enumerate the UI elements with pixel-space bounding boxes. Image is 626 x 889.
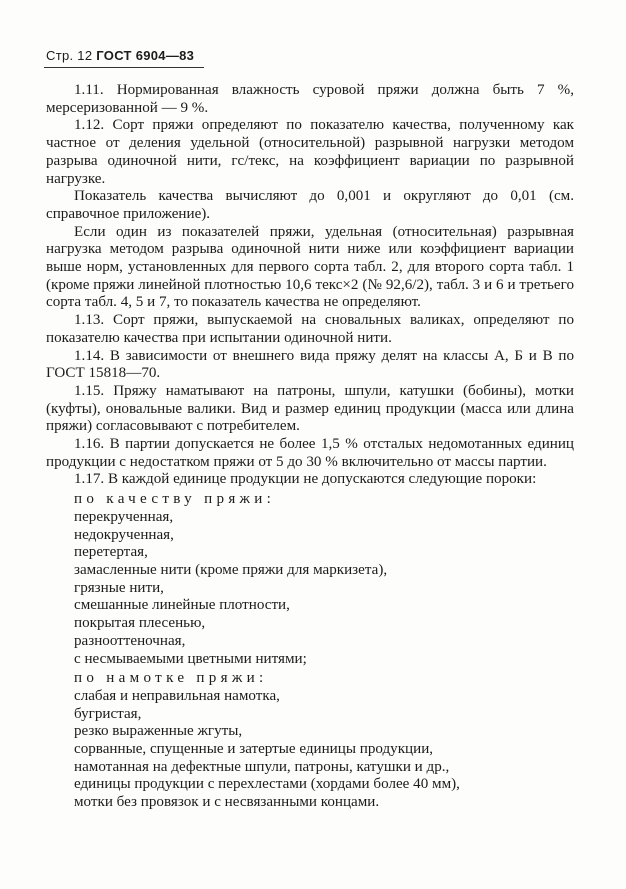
quality-defects-heading: по качеству пряжи: [74,491,276,508]
list-item: резко выраженные жгуты, [74,723,243,740]
list-item: недокрученная, [74,526,174,543]
list-item: сорванные, спущенные и затертые единицы продукции, [74,741,434,758]
list-item: перетертая, [74,544,148,561]
winding-defects-heading: по намотке пряжи: [74,670,268,687]
list-item: единицы продукции с перехлестами (хордами более 40 мм), [74,776,460,793]
quality-index-exception: Если один из показателей пряжи, удельная (относительная) разрывная нагрузка методом разрыва одиночной нити ниже или коэффициент вариации выше норм, установленных для первого сорта табл. 2, для второго сорта табл. 1 (кроме пряжи линейной плотностью 10,6 текс×2 (№ 92,6/2), табл. 3 и 6 и третьего сорта табл. 4, 5 и 7, то показатель качества не определяют. [46,223,574,311]
header-rule [44,67,204,68]
winding-defects-list [46,688,574,812]
list-item: слабая и неправильная намотка, [74,687,280,704]
list-item: разнооттеночная, [74,632,186,649]
list-item: бугристая, [74,705,142,722]
body-text [46,82,574,812]
clause-1-12: 1.12. Сорт пряжи определяют по показателю качества, полученному как частное от деления удельной (относительной) разрывной нагрузки методом разрыва одиночной нити, гс/текс, на коэффициент вариации по разрывной нагрузке. [46,117,574,187]
clause-1-11: 1.11. Нормированная влажность суровой пряжи должна быть 7 %, мерсеризованной — 9 %. [46,82,574,116]
clause-1-14: 1.14. В зависимости от внешнего вида пряжу делят на классы А, Б и В по ГОСТ 15818—70. [46,347,574,382]
list-item: замасленные нити (кроме пряжи для маркизета), [74,561,388,578]
list-item: мотки без провязок и с несвязанными концами. [74,794,380,811]
list-item: перекрученная, [74,508,174,525]
page-number-label: Стр. 12 [46,48,93,63]
page-header [46,48,194,63]
clause-1-13: 1.13. Сорт пряжи, выпускаемой на сновальных валиках, определяют по показателю качества при испытании одиночной нити. [46,312,574,346]
list-item: грязные нити, [74,579,164,596]
clause-1-16: 1.16. В партии допускается не более 1,5 % отсталых недомотанных единиц продукции с недостатком пряжи от 5 до 30 % включительно от массы партии. [46,436,574,470]
quality-defects-list [46,509,574,668]
quality-index-calculation: Показатель качества вычисляют до 0,001 и округляют до 0,01 (см. справочное приложение). [46,188,574,222]
list-item: покрытая плесенью, [74,615,206,632]
list-item: смешанные линейные плотности, [74,597,290,614]
standard-number: ГОСТ 6904—83 [96,48,195,63]
list-item: намотанная на дефектные шпули, патроны, катушки и др., [74,758,450,775]
clause-1-15: 1.15. Пряжу наматывают на патроны, шпули, катушки (бобины), мотки (куфты), оновальные валики. Вид и размер единиц продукции (масса или длина пряжи) согласовывают с потребителем. [46,382,574,435]
list-item: с несмываемыми цветными нитями; [74,650,307,667]
clause-1-17: 1.17. В каждой единице продукции не допускаются следующие пороки: [74,471,537,488]
